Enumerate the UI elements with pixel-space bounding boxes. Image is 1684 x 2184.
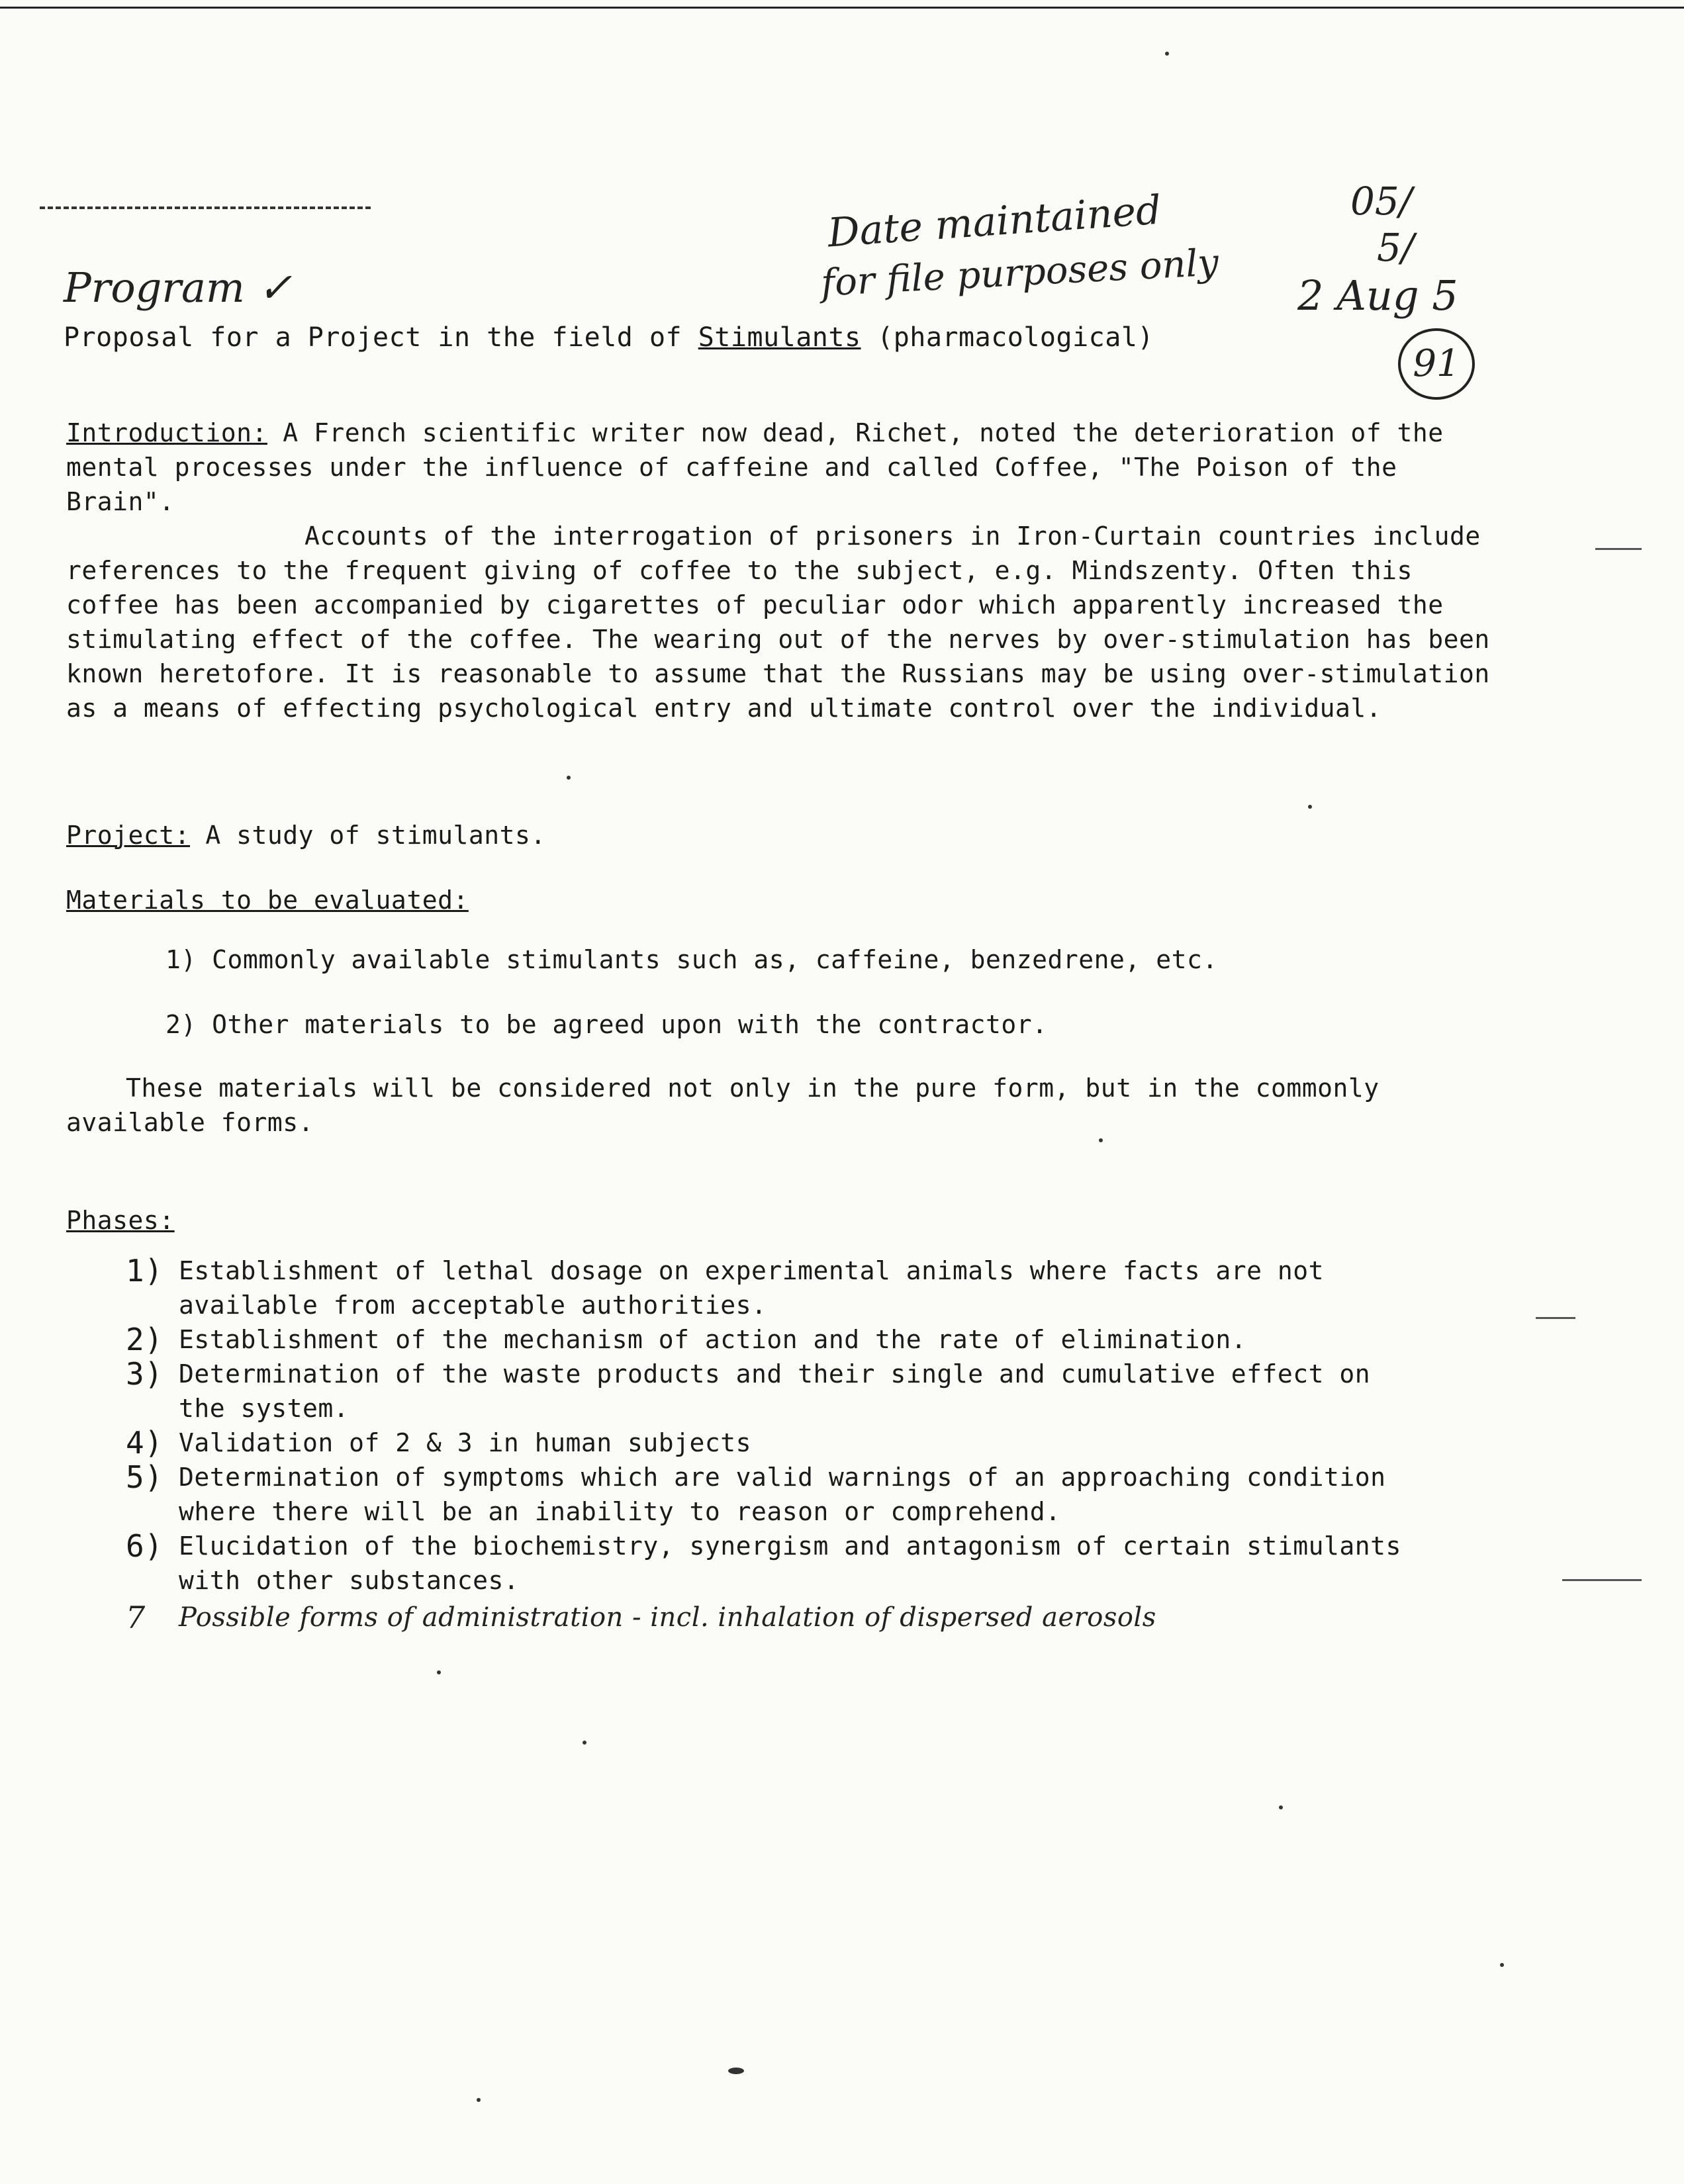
phase-number: 5) — [126, 1459, 164, 1495]
circled-number: 91 — [1398, 328, 1475, 400]
phase-text: Validation of 2 & 3 in human subjects — [179, 1428, 751, 1457]
materials-note: These materials will be considered not only in the pure form, but in the commonly available forms. — [66, 1073, 1395, 1137]
materials-item-2: 2) Other materials to be agreed upon with the contractor. — [165, 1010, 1048, 1039]
phase-number: 6) — [126, 1528, 164, 1564]
scan-speck — [1165, 52, 1169, 56]
scan-speck — [1308, 805, 1312, 809]
phase-text: Determination of symptoms which are valid warnings of an approaching condition where there will be an inability to reason or comprehend. — [179, 1463, 1386, 1526]
phase-text: Determination of the waste products and their single and cumulative effect on the system. — [179, 1359, 1371, 1423]
phase-number: 1) — [126, 1253, 164, 1289]
materials-item-1: 1) Commonly available stimulants such as, caffeine, benzedrene, etc. — [165, 945, 1218, 974]
phase-item — [126, 1357, 1423, 1426]
phase-text: Establishment of lethal dosage on experimental animals where facts are not available from acceptable authorities. — [179, 1256, 1324, 1320]
margin-tick — [1562, 1579, 1642, 1581]
date-note-line1: Date maintained — [826, 187, 1163, 257]
materials-heading: Materials to be evaluated: — [66, 886, 469, 915]
document-title — [64, 320, 1154, 355]
phase-item — [126, 1253, 1423, 1322]
project-line — [66, 818, 546, 852]
title-prefix: Proposal for a Project in the field of — [64, 322, 698, 353]
date-note-line2: for file purposes only — [819, 241, 1220, 305]
scan-speck — [567, 776, 571, 780]
project-text: A study of stimulants. — [190, 821, 546, 850]
phase-text: Establishment of the mechanism of action and the rate of elimination. — [179, 1325, 1247, 1354]
scan-speck — [477, 2098, 481, 2102]
margin-tick — [1536, 1317, 1575, 1319]
scan-speck — [437, 1670, 441, 1674]
phase-number: 3) — [126, 1356, 164, 1392]
introduction-section — [66, 416, 1509, 725]
phases-list — [126, 1253, 1423, 1635]
phase-text: Elucidation of the biochemistry, synergism and antagonism of certain stimulants with other substances. — [179, 1531, 1401, 1595]
scan-speck — [583, 1741, 586, 1745]
phases-heading: Phases: — [66, 1206, 175, 1235]
top-dashed-rule — [40, 206, 371, 212]
project-heading: Project: — [66, 821, 191, 850]
phase-text: Possible forms of administration - incl. inhalation of dispersed aerosols — [179, 1602, 1156, 1633]
phase-number: 7 — [126, 1600, 146, 1635]
intro-text: A French scientific writer now dead, Richet, noted the deterioration of the mental processes under the influence of caffeine and called Coffee, "The Poison of the Brain". — [66, 418, 1460, 516]
scan-speck — [1099, 1138, 1103, 1142]
intro-paragraph-2: Accounts of the interrogation of prisoners in Iron-Curtain countries include references to the frequent giving of coffee to the subject, e.g. Mindszenty. Often this coffee has been accompanied by cigarettes of peculiar odor which apparently increased the stimulating effect of the coffee. The wearing out of the nerves by over-stimulation has been known heretofore. It is reasonable to assume that the Russians may be using over-stimulation as a means of effecting psychological entry and ultimate control over the individual. — [66, 522, 1506, 723]
ref-mid: 5/ — [1377, 225, 1415, 270]
phase-item — [126, 1460, 1423, 1529]
title-suffix: (pharmacological) — [861, 322, 1154, 353]
scan-speck — [1500, 1963, 1504, 1967]
intro-paragraph — [66, 416, 1509, 519]
page-top-rule — [0, 7, 1684, 9]
phase-item — [126, 1426, 1423, 1460]
phase-item — [126, 1322, 1423, 1357]
phase-number: 2) — [126, 1322, 164, 1357]
phase-number: 4) — [126, 1425, 164, 1461]
date-written: 2 Aug 5 — [1297, 271, 1458, 320]
ref-top: 05/ — [1350, 179, 1413, 224]
phase-item — [126, 1529, 1423, 1598]
scan-speck — [1279, 1805, 1283, 1809]
intro-heading: Introduction: — [66, 418, 267, 447]
scan-speck — [728, 2068, 744, 2074]
phase-item-handwritten — [126, 1600, 1423, 1635]
program-note: Program ✓ — [64, 263, 293, 312]
materials-note-block — [66, 1071, 1443, 1140]
margin-tick — [1595, 548, 1642, 550]
title-underlined: Stimulants — [698, 322, 861, 353]
